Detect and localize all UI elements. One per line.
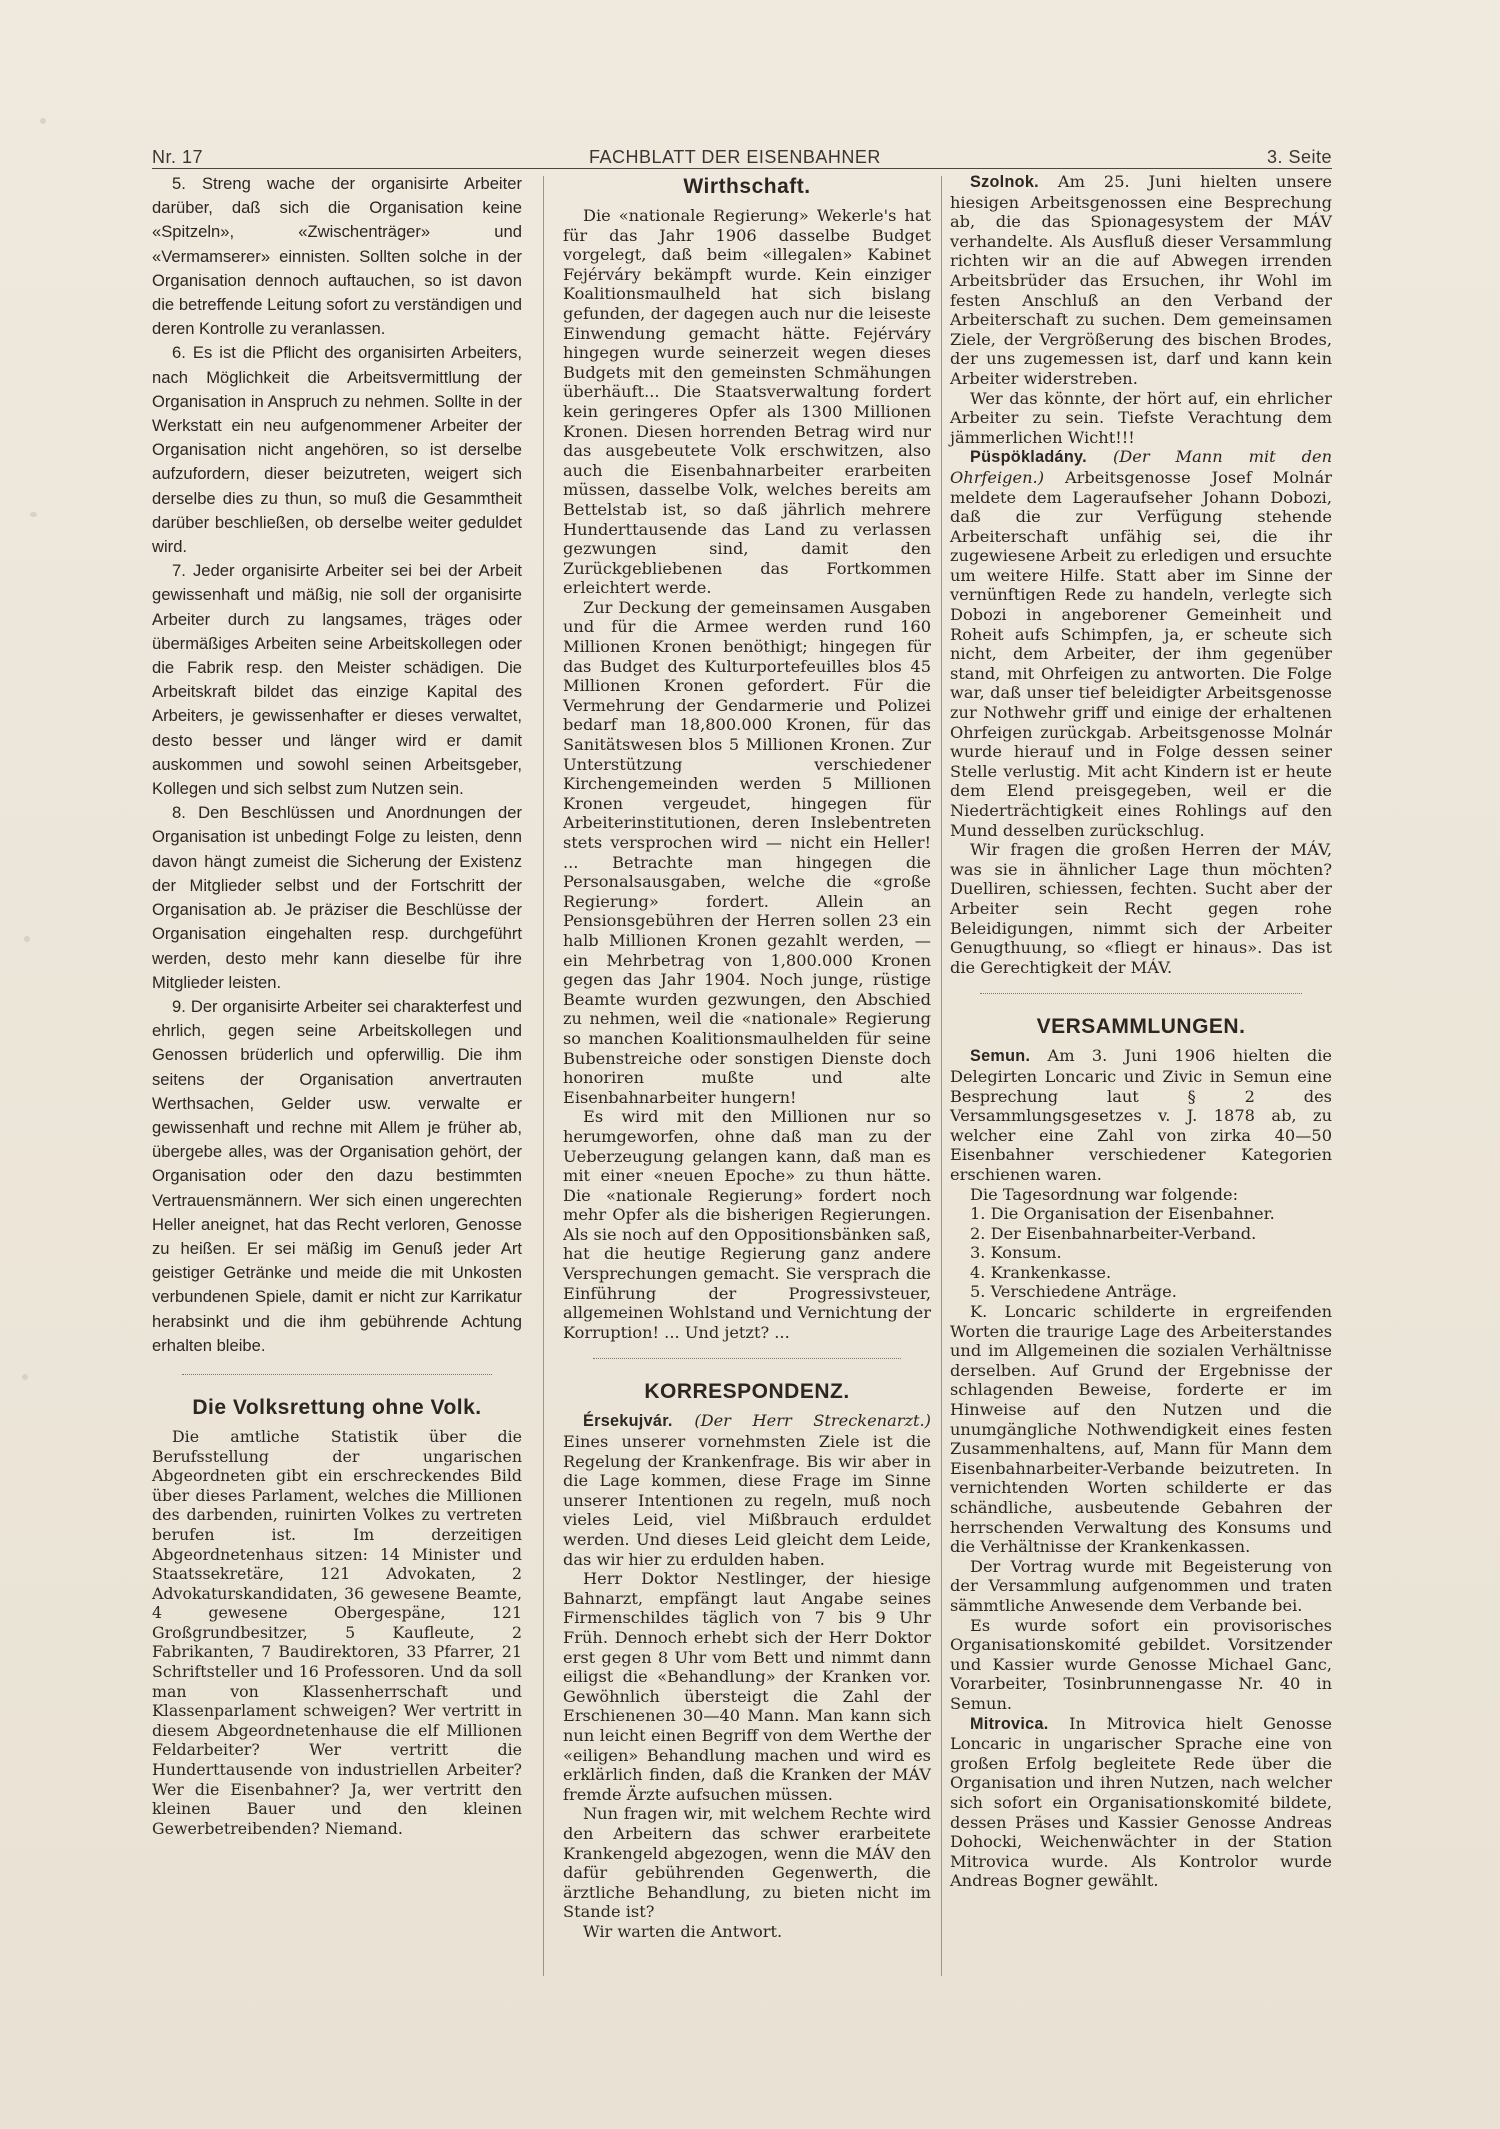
paper-speck — [24, 936, 30, 942]
ersekujvar-paragraph: Herr Doktor Nestlinger, der hiesige Bahnarzt, empfängt laut Angabe seines Firmenschildes täglich von 7 bis 9 Uhr Früh. Dennoch erhebt sich der Herr Doktor erst gegen 8 Uhr vom Bett und nimmt dann eiligst die «Behandlung» der Kranken vor. Gewöhnlich übersteigt die Zahl der Erschienenen 30—40 Mann. Man kann sich nun leicht einen Begriff von dem Werthe der «eiligen» Behandlung machen und wird es erklärlich finden, daß die Kranken der MÁV fremde Ärzte aufsuchen müssen. — [563, 1569, 931, 1804]
dateline-subtitle: (Der Herr Streckenarzt.) — [694, 1411, 931, 1431]
section-divider — [593, 1358, 901, 1359]
semun-paragraph: Es wurde sofort ein provisorisches Organisationskomité gebildet. Vorsitzender und Kassier wurde Genosse Michael Ganc, Vorarbeiter, Tosinbrunnengasse Nr. 40 in Semun. — [950, 1615, 1332, 1713]
column-rule-1 — [543, 176, 544, 1976]
paper-speck — [22, 1374, 28, 1380]
column-2 — [563, 172, 931, 1941]
article-paragraph: 5. Streng wache der organisirte Arbeiter darüber, daß sich die Organisation keine «Spitzeln», «Zwischenträger» und «Vermamserer» einnisten. Sollten solche in der Organisation dennoch auftauchen, so ist davon die betreffende Leitung sofort zu verständigen und deren Kontrolle zu veranlassen. — [152, 174, 522, 339]
agenda-item: 4. Krankenkasse. — [970, 1262, 1112, 1282]
article-paragraph: 9. Der organisirte Arbeiter sei charakterfest und ehrlich, gegen seine Arbeitskollegen und Genossen brüderlich und opferwillig. Die ihm seitens der Organisation anvertrauten Werthsachen, Gelder usw. verwalte er gewissenhaft und rechne mit Allem je früher ab, übergebe alles, was der Organisation gehört, der Organisation oder den dazu bestimmten Vertrauensmännern. Wer sich einen ungerechten Heller aneignet, hat das Recht verloren, Genosse zu heißen. Er sei mäßig im Genuß jeder Art geistiger Getränke und meide die mit Unkosten verbundenen Spiele, damit er nicht zur Karrikatur herabsinkt und die ihm gebührende Achtung erhalten bleibe. — [152, 996, 522, 1355]
place-name: Mitrovica. — [970, 1714, 1049, 1733]
article-paragraph: 8. Den Beschlüssen und Anordnungen der Organisation ist unbedingt Folge zu leisten, denn davon hängt zumeist die Sicherung der Existenz der Mitglieder selbst und der Fortschritt der Organisation ab. Je präziser die Beschlüsse der Organisation eingehalten resp. durchgeführt werden, desto mehr kann dieselbe für ihre Mitglieder leisten. — [152, 803, 522, 992]
report-text: Am 3. Juni 1906 hielten die Delegirten Loncaric und Zivic in Semun eine Besprechung laut § 2 des Versammlungsgesetzes v. J. 1878 ab, zu welcher eine Zahl von zirka 40—50 Eisenbahner verschiedener Kategorien erschienen waren. — [950, 1046, 1332, 1184]
page-header — [152, 142, 1332, 168]
header-rule — [152, 168, 1332, 169]
place-name: Püspökladány. — [970, 448, 1087, 467]
semun-paragraph: K. Loncaric schilderte in ergreifenden Worten die traurige Lage des Arbeiterstandes und im Allgemeinen die sozialen Verhältnisse derselben. Auf Grund der Ergebnisse der schlagenden Beweise, forderte er im Hinweise auf den Nutzen und die unumgängliche Nothwendigkeit eines festen Zusammenhaltens, auf, Mann für Mann dem Eisenbahnarbeiter-Verbande beizutreten. In vernichtenden Worten schilderte er das schändliche, ausbeutende Gebahren der herrschenden Verwaltung des Konsums und die Verhältnisse der Krankenkassen. — [950, 1302, 1332, 1557]
wirthschaft-heading: Wirthschaft. — [683, 175, 811, 198]
page-number: 3. Seite — [1266, 147, 1332, 167]
report-text: Eines unserer vornehmsten Ziele ist die Regelung der Krankenfrage. Bis wir aber in die Lage kommen, diese Frage im Sinne unserer Intentionen zu regeln, muß noch vieles Leid, viel Mißbrauch erduldet werden. Und dieses Leid gleicht dem Leide, das wir hier zu erdulden haben. — [563, 1432, 931, 1569]
article-paragraph: 7. Jeder organisirte Arbeiter sei bei der Arbeit gewissenhaft und mäßig, nie soll der organisirte Arbeiter durch zu langsames, träges oder übermäßiges Arbeiten seine Arbeitskollegen oder die Fabrik resp. den Meister schädigen. Die Arbeitskraft bildet das einzige Kapital des Arbeiters, je gewissenhafter er dieses verwaltet, desto besser und länger wird er damit auskommen und sowohl seinen Arbeitsgeber, Kollegen und sich selbst zum Nutzen sein. — [152, 561, 522, 799]
report-text: Arbeitsgenosse Josef Molnár meldete dem Lageraufseher Johann Dobozi, daß die zur Verfügung stehende Arbeiterschaft unfähig sei, die ihr zugewiesene Arbeit zu erledigen und ersuchte um weitere Hilfe. Statt aber im Sinne der vernünftigen Rede zu handeln, verlegte sich Dobozi in angeborener Gemeinheit und Roheit aufs Schimpfen, ja, er scheute sich nicht, dem Arbeiter, der ihm gegenüber stand, mit Ohrfeigen zu antworten. Die Folge war, daß unser tief beleidigter Arbeitsgenosse zur Nothwehr griff und einige der erhaltenen Ohrfeigen zurückgab. Arbeitsgenosse Molnár wurde hierauf und in Folge dessen seiner Stelle verlustig. Mit acht Kindern ist er heute dem Elend preisgegeben, weil er die Niederträchtigkeit eines Rohlings auf den Mund desselben zurückschlug. — [950, 467, 1332, 840]
place-name: Szolnok. — [970, 173, 1039, 191]
issue-number: Nr. 17 — [152, 147, 204, 167]
semun-paragraph: Der Vortrag wurde mit Begeisterung von der Versammlung aufgenommen und traten sämmtliche Anwesende dem Verbande bei. — [950, 1556, 1332, 1615]
agenda-intro: Die Tagesordnung war folgende: — [970, 1184, 1239, 1204]
column-1 — [152, 172, 522, 1838]
agenda-item: 5. Verschiedene Anträge. — [970, 1282, 1177, 1302]
article-paragraph: 6. Es ist die Pflicht des organisirten Arbeiters, nach Möglichkeit die Arbeitsvermittlung der Organisation in Anspruch zu nehmen. Sollte in der Werkstatt ein neu aufgenommener Arbeiter der Organisation nicht angehören, so ist derselbe aufzufordern, dieser beizutreten, weigert sich derselbe dies zu thun, so muß die Gesammtheit darüber beschließen, ob derselbe weiter geduldet wird. — [152, 343, 522, 557]
publication-title: FACHBLATT DER EISENBAHNER — [589, 147, 881, 167]
mitrovica-paragraph — [950, 1714, 1332, 1891]
volksrettung-text: Die amtliche Statistik über die Berufsstellung der ungarischen Abgeordneten gibt ein erschreckendes Bild über dieses Parlament, welches die Millionen des darbenden, ruinirten Volkes zu vertreten berufen ist. Im derzeitigen Abgeordnetenhaus sitzen: 14 Minister und Staatssekretäre, 121 Advokaten, 2 Advokaturskandidaten, 36 gewesene Beamte, 4 gewesene Obergespäne, 121 Großgrundbesitzer, 5 Kaufleute, 2 Fabrikanten, 7 Baudirektoren, 33 Pfarrer, 21 Schriftsteller und 16 Professoren. Und da soll man von Klassenherrschaft und Klassenparlament schweigen? Wer vertritt in diesem Abgeordnetenhause die elf Millionen Feldarbeiter? Wer vertritt die Hunderttausende von industriellen Arbeiter? Wer die Eisenbahner? Ja, wer vertritt den kleinen Bauer und den kleinen Gewerbetreibenden? Niemand. — [152, 1426, 522, 1838]
puspokladany-paragraph — [950, 447, 1332, 840]
section-divider — [980, 993, 1302, 994]
agenda-item: 3. Konsum. — [970, 1243, 1062, 1263]
section-divider — [182, 1374, 492, 1375]
agenda-list — [950, 1204, 1332, 1302]
szolnok-paragraph — [950, 172, 1332, 389]
report-text: Am 25. Juni hielten unsere hiesigen Arbeitsgenossen eine Besprechung ab, die das Spionagesystem der MÁV verhandelte. Als Ausfluß dieser Versammlung richten wir an die auf Abwegen irrenden Arbeitsbrüder das Ersuchen, ihr Wohl im festen Anschluß an den Verband der Arbeiterschaft zu suchen. Dem gemeinsamen Ziele, der Vergrößerung des bischen Brodes, der uns zugemessen ist, darf und kann kein Arbeiter widerstreben. — [950, 172, 1332, 388]
szolnok-paragraph: Wer das könnte, der hört auf, ein ehrlicher Arbeiter zu sein. Tiefste Verachtung dem jämmerlichen Wicht!!! — [950, 388, 1332, 447]
ersekujvar-paragraph: Wir warten die Antwort. — [583, 1921, 783, 1941]
semun-paragraph — [950, 1046, 1332, 1184]
column-rule-2 — [941, 176, 942, 1976]
agenda-item: 2. Der Eisenbahnarbeiter-Verband. — [970, 1223, 1257, 1243]
ersekujvar-paragraph — [563, 1411, 931, 1569]
korrespondenz-heading: KORRESPONDENZ. — [644, 1380, 850, 1404]
ersekujvar-paragraph: Nun fragen wir, mit welchem Rechte wird den Arbeitern das schwer erarbeitete Krankengeld abgezogen, wenn die MÁV den dafür gebührenden Gegenwerth, die ärztliche Behandlung, zu bieten nicht im Stande ist? — [563, 1804, 931, 1922]
place-name: Érsekujvár. — [583, 1412, 673, 1431]
agenda-item: 1. Die Organisation der Eisenbahner. — [970, 1204, 1275, 1224]
wirthschaft-paragraph: Die «nationale Regierung» Wekerle's hat für das Jahr 1906 dasselbe Budget vorgelegt, daß beim «illegalen» Kabinet Fejérváry bekämpft wurde. Kein einziger Koalitionsmaulheld hat sich bislang gefunden, der dagegen auch nur die leiseste Einwendung gemacht hätte. Fejérváry hingegen wurde seinerzeit wegen dieses Budgets mit den gemeinsten Schmähungen überhäuft... Die Staatsverwaltung fordert kein geringeres Opfer als 1300 Millionen Kronen. Diesen horrenden Betrag wird nur das ausgebeutete Volk erschwitzen, also auch die Eisenbahnarbeiter erarbeiten müssen, dasselbe Volk, welches bereits am Bettelstab ist, so daß jährlich mehrere Hunderttausende das Land zu verlassen gezwungen sind, damit den Zurückgebliebenen das Fortkommen erleichtert werde. — [563, 206, 931, 598]
paper-speck — [40, 118, 46, 124]
column-3 — [950, 172, 1332, 1891]
puspokladany-paragraph: Wir fragen die großen Herren der MÁV, was sie in ähnlicher Lage thun möchten? Duelliren, schiessen, fechten. Sucht aber der Arbeiter sein Recht gegen rohe Beleidigungen, nimmt sich der Arbeiter Genugthuung, so «fliegt er hinaus». Das ist die Gerechtigkeit der MÁV. — [950, 840, 1332, 977]
dateline-subtitle: (Der Mann mit den Ohrfeigen.) — [950, 447, 1332, 487]
wirthschaft-paragraph: Zur Deckung der gemeinsamen Ausgaben und für die Armee werden rund 160 Millionen Kronen benöthigt; hingegen für das Budget des Kulturportefeuilles blos 45 Millionen Kronen gefordert. Für die Vermehrung der Gendarmerie und Polizei bedarf man 18,800.000 Kronen, für das Sanitätswesen blos 5 Millionen Kronen. Zur Unterstützung verschiedener Kirchengemeinden werden 5 Millionen Kronen vergeudet, hingegen für Arbeiterinstitutionen, deren Inslebentreten stets versprochen wird — nicht ein Heller! ... Betrachte man hingegen die Personalsausgaben, welche die «große Regierung» fordert. Allein an Pensionsgebühren der Herren sollen 23 ein halb Millionen Kronen gezahlt werden, — ein Mehrbetrag von 1,800.000 Kronen gegen das Jahr 1904. Noch junge, rüstige Beamte wurden gezwungen, den Abschied zu nehmen, weil die «nationale» Regierung so manchen Koalitionsmaulhelden für seine Bubenstreiche oder sonstigen Dienste doch honoriren mußte und alte Eisenbahnarbeiter hungern! — [563, 597, 931, 1107]
volksrettung-heading: Die Volksrettung ohne Volk. — [192, 1395, 482, 1419]
paper-speck — [30, 512, 37, 517]
place-name: Semun. — [970, 1047, 1031, 1066]
report-text: In Mitrovica hielt Genosse Loncaric in ungarischer Sprache eine von großen Erfolg begleitete Rede über die Organisation und ihren Nutzen, nach welcher sich sofort ein Organisationskomité bildete, dessen Präses und Kassier Genosse Andreas Dohocki, Weichenwächter in der Station Mitrovica wurde. Als Kontrolor wurde Andreas Bogner gewählt. — [950, 1713, 1332, 1891]
wirthschaft-paragraph: Es wird mit den Millionen nur so herumgeworfen, ohne daß man zu der Ueberzeugung gelangen kann, daß man es mit einer «neuen Epoche» zu thun hätte. Die «nationale Regierung» fordert noch mehr Opfer als die bisherigen Regierungen. Als sie noch auf den Oppositionsbänken saß, hat die heutige Regierung ganz andere Versprechungen gemacht. Sie versprach die Einführung der Progressivsteuer, allgemeinen Wohlstand und Vernichtung der Korruption! ... Und jetzt? ... — [563, 1107, 931, 1342]
versammlungen-heading: VERSAMMLUNGEN. — [1036, 1015, 1246, 1039]
